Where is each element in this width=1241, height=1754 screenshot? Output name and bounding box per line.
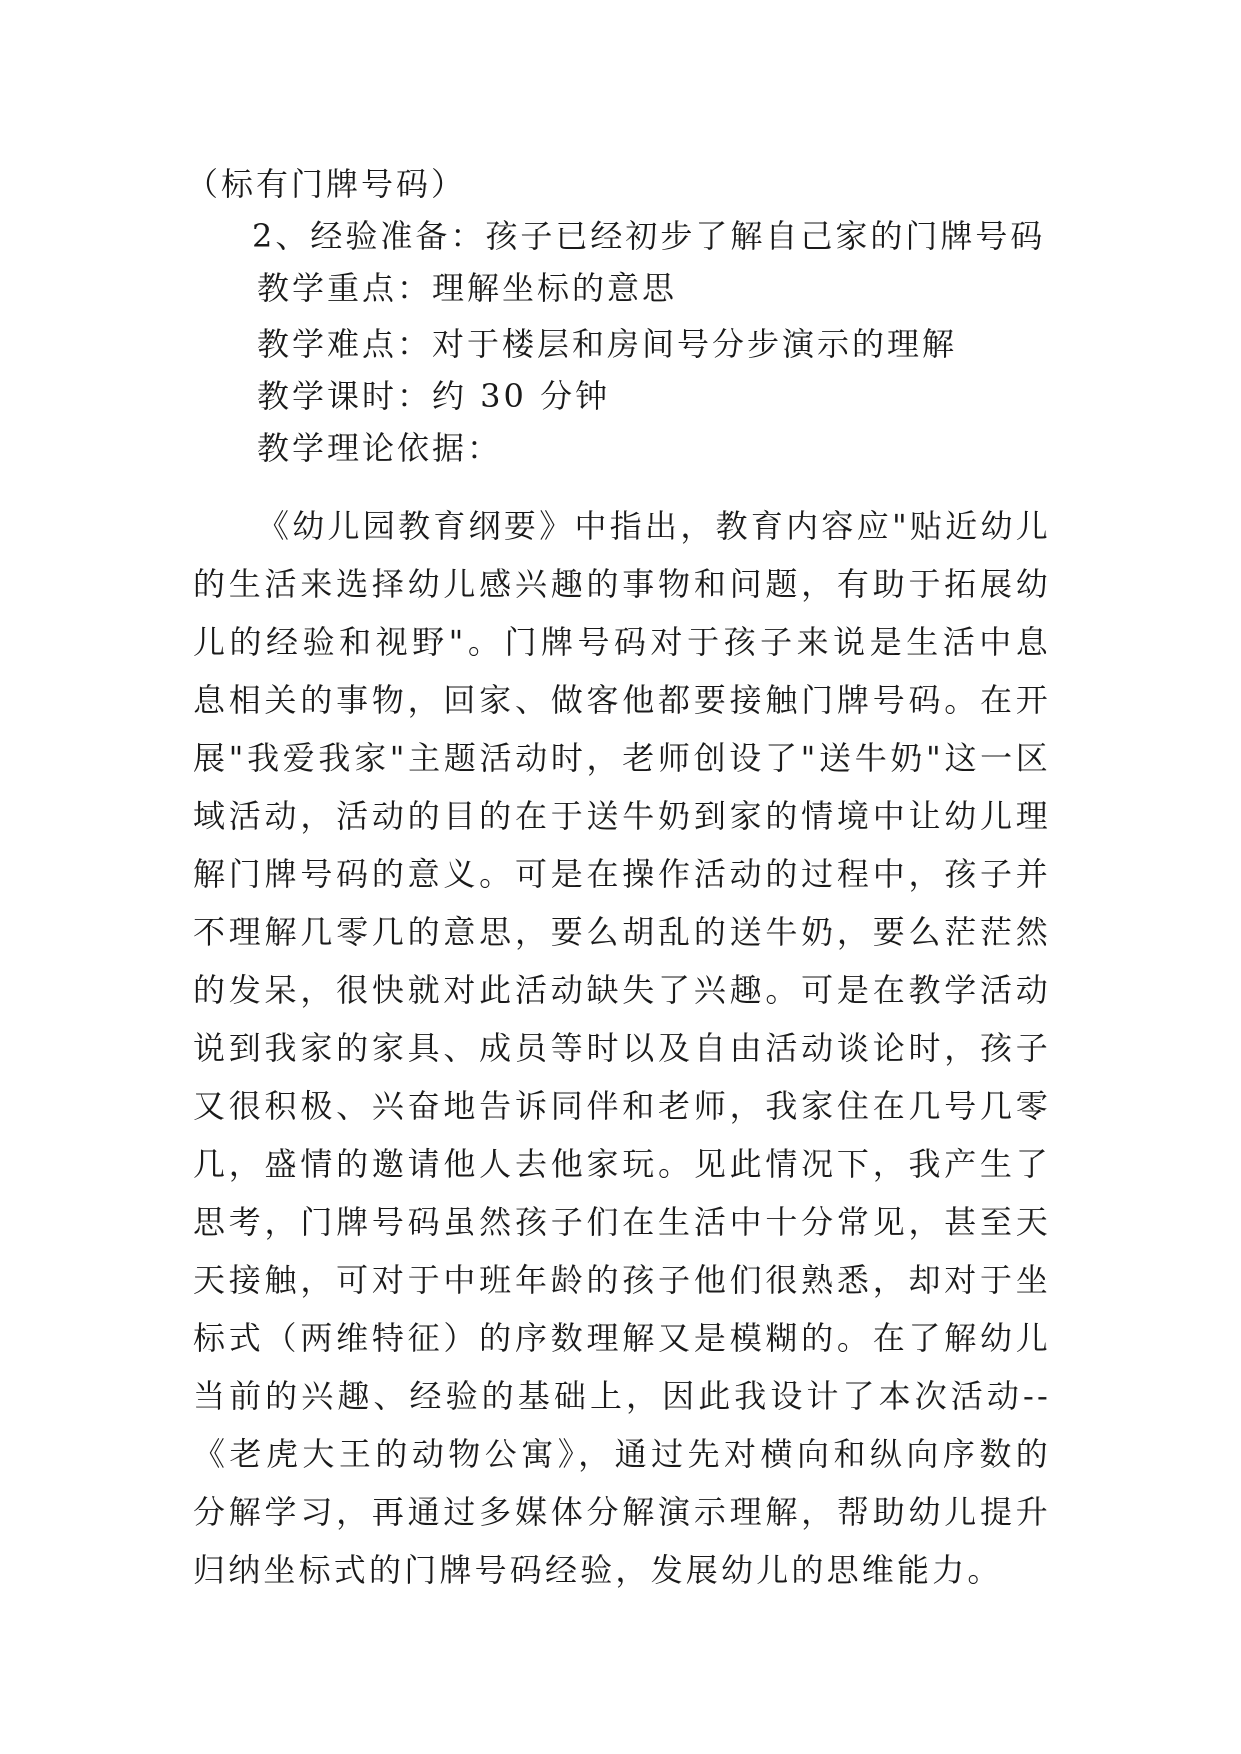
teaching-key-point-line: 教学重点：理解坐标的意思 [257,269,678,307]
materials-line: （标有门牌号码） [186,165,467,203]
theory-basis-paragraph: 《幼儿园教育纲要》中指出，教育内容应"贴近幼儿的生活来选择幼儿感兴趣的事物和问题，有助于拓展幼儿的经验和视野"。门牌号码对于孩子来说是生活中息息相关的事物，回家、做客他都要接触门牌号码。在开展"我爱我家"主题活动时，老师创设了"送牛奶"这一区域活动，活动的目的在于送牛奶到家的情境中让幼儿理解门牌号码的意义。可是在操作活动的过程中，孩子并不理解几零几的意思，要么胡乱的送牛奶，要么茫茫然的发呆，很快就对此活动缺失了兴趣。可是在教学活动说到我家的家具、成员等时以及自由活动谈论时，孩子又很积极、兴奋地告诉同伴和老师，我家住在几号几零几，盛情的邀请他人去他家玩。见此情况下，我产生了思考，门牌号码虽然孩子们在生活中十分常见，甚至天天接触，可对于中班年龄的孩子他们很熟悉，却对于坐标式（两维特征）的序数理解又是模糊的。在了解幼儿当前的兴趣、经验的基础上，因此我设计了本次活动--《老虎大王的动物公寓》，通过先对横向和纵向序数的分解学习，再通过多媒体分解演示理解，帮助幼儿提升归纳坐标式的门牌号码经验，发展幼儿的思维能力。 [193,507,1051,1589]
teaching-duration-line: 教学课时：约 30 分钟 [257,377,611,415]
teaching-difficulty-line: 教学难点：对于楼层和房间号分步演示的理解 [257,325,958,363]
theory-basis-heading: 教学理论依据： [257,429,503,467]
experience-preparation-line: 2、经验准备：孩子已经初步了解自己家的门牌号码 [252,217,1046,255]
